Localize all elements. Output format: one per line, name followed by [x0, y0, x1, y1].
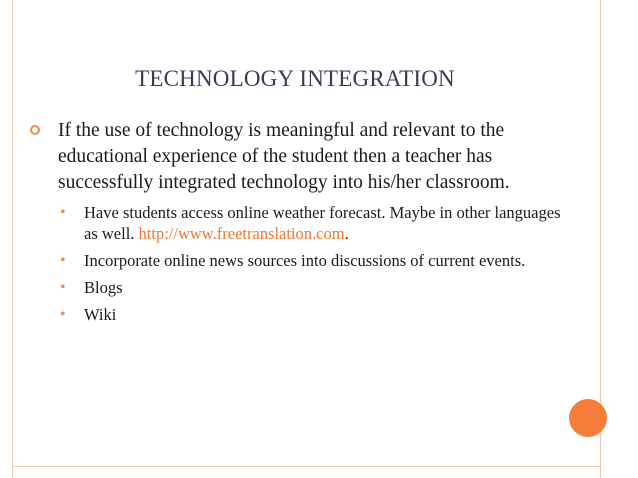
sub-bullet-text: Wiki	[84, 305, 117, 324]
sub-bullet-item	[58, 304, 570, 325]
orange-circle-icon	[569, 399, 607, 437]
dot-bullet-icon: •	[60, 252, 66, 269]
sub-bullet-item	[58, 250, 570, 271]
sub-bullet-list	[30, 202, 570, 325]
slide-title: TECHNOLOGY INTEGRATION	[135, 66, 455, 91]
sub-bullet-text: Blogs	[84, 278, 123, 297]
main-bullet	[30, 118, 570, 196]
sub-bullet-item	[58, 202, 570, 244]
slide-content	[30, 118, 570, 331]
sub-bullet-text-end: .	[344, 224, 349, 243]
sub-bullet-text: Incorporate online news sources into discussions of current events.	[84, 251, 526, 270]
frame-bottom-line	[12, 466, 601, 467]
hollow-circle-bullet-icon	[30, 125, 40, 135]
dot-bullet-icon: •	[60, 204, 66, 221]
sub-bullet-item	[58, 277, 570, 298]
dot-bullet-icon: •	[60, 279, 66, 296]
freetranslation-link[interactable]: http://www.freetranslation.com	[138, 224, 345, 243]
sub-bullet-text: Have students access online weather forecast. Maybe in other languages as well.	[84, 203, 561, 243]
dot-bullet-icon: •	[60, 306, 66, 323]
main-bullet-text: If the use of technology is meaningful and relevant to the educational experience of the student then a teacher has successfully integrated technology into his/her classroom.	[58, 120, 510, 193]
